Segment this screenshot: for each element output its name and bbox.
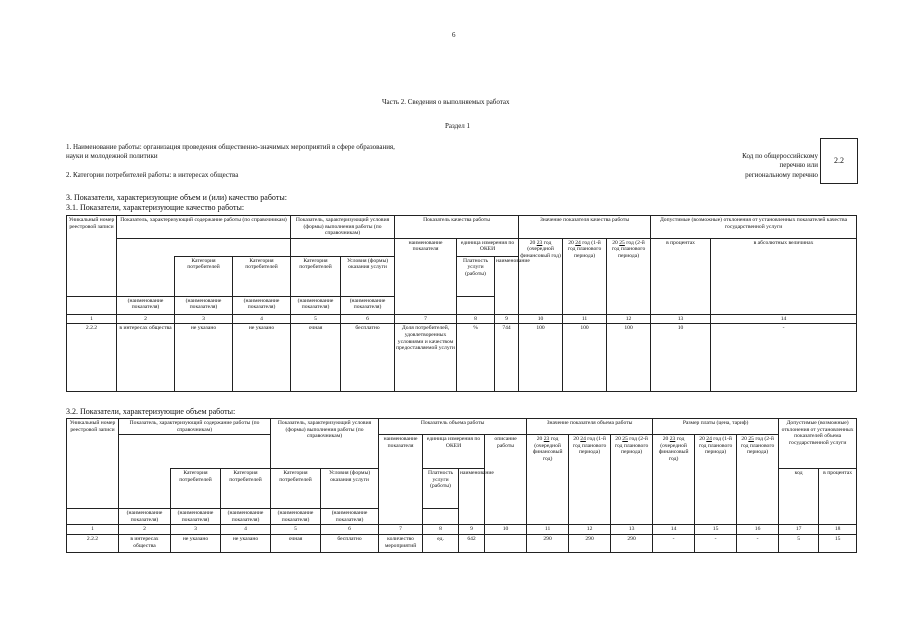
q-row-cat3: не указано — [233, 324, 291, 392]
q-num: 8 — [457, 314, 495, 324]
v-h-indname-4: (наименование показателя) — [271, 509, 321, 525]
v-h-indname-1: (наименование показателя) — [119, 509, 171, 525]
v-num: 1 — [67, 525, 119, 535]
v-num: 16 — [737, 525, 779, 535]
q-h-indname-3: (наименование показателя) — [233, 296, 291, 314]
q-row-v1: 100 — [519, 324, 563, 392]
volume-heading: 3.2. Показатели, характеризующие объем работы: — [66, 407, 236, 416]
work-name-line2: науки и молодежной политики — [66, 152, 158, 160]
v-row-cat1: в интересах общества — [119, 534, 171, 552]
q-h-year1: 20 23 год (очередной финансовый год) — [519, 238, 563, 314]
v-h-cat1: Категория потребителей — [171, 469, 221, 509]
q-row-cat2: не указано — [175, 324, 233, 392]
page-number: 6 — [452, 31, 456, 39]
q-num: 6 — [341, 314, 395, 324]
code-box — [820, 138, 858, 184]
q-row-form: очная — [291, 324, 341, 392]
v-num: 15 — [695, 525, 737, 535]
v-row-v2: 290 — [569, 534, 611, 552]
v-h-unit: единица измерения по ОКЕИ — [423, 435, 485, 469]
q-h-pct: в процентах — [651, 238, 711, 314]
q-num: 7 — [395, 314, 457, 324]
v-row-f1: - — [653, 534, 695, 552]
v-num: 17 — [779, 525, 819, 535]
quality-heading: 3.1. Показатели, характеризующие качество работы: — [66, 203, 245, 212]
q-h-year3: 20 25 год (2-й год планового периода) — [607, 238, 651, 314]
quality-table — [66, 215, 857, 392]
q-num: 4 — [233, 314, 291, 324]
v-num: 13 — [611, 525, 653, 535]
q-h-cat1: Категория потребителей — [175, 256, 233, 296]
code-label-1: Код по общероссийскому — [742, 152, 818, 160]
v-h-pay: Платность услуги (работы) — [423, 469, 459, 509]
q-row-name: Доля потребителей, удовлетворенных условиями и качеством предоставляемой услуги — [395, 324, 457, 392]
v-row-cat2: не указано — [171, 534, 221, 552]
v-row-pct: 5 — [779, 534, 819, 552]
v-h-indname-5: (наименование показателя) — [321, 509, 379, 525]
q-row-pay: бесплатно — [341, 324, 395, 392]
v-num: 4 — [221, 525, 271, 535]
q-row-code: 744 — [495, 324, 519, 392]
q-num: 12 — [607, 314, 651, 324]
v-h-deviation: Допустимые (возможные) отклонения от установленных показателей объема государственной услуги — [779, 419, 857, 469]
q-h-pay: Платность услуги (работы) — [457, 256, 495, 296]
v-row-cat3: не указано — [221, 534, 271, 552]
q-row-cat1: в интересах общества — [117, 324, 175, 392]
volume-table — [66, 418, 857, 553]
v-h-year3: 20 25 год (2-й год планового периода) — [611, 435, 653, 525]
v-h-volume: Показатель объема работы — [379, 419, 527, 435]
q-h-indname-4: (наименование показателя) — [291, 296, 341, 314]
v-h-year1: 20 23 год (очередной финансовый год) — [527, 435, 569, 525]
code-label-3: региональному перечню — [745, 171, 818, 179]
v-h-cat3: Категория потребителей — [271, 469, 321, 509]
v-row-pay: бесплатно — [321, 534, 379, 552]
q-h-unit-name: наименование — [495, 256, 519, 314]
q-num: 9 — [495, 314, 519, 324]
q-num: 5 — [291, 314, 341, 324]
v-h-cat2: Категория потребителей — [221, 469, 271, 509]
v-h-pct: в процентах — [819, 469, 857, 525]
part-title: Часть 2. Сведения о выполняемых работах — [382, 98, 510, 106]
v-h-unit-code: код — [779, 469, 819, 525]
v-h-conditions: Показатель, характеризующий условия (формы) выполнения работы (по справочникам) — [271, 419, 379, 469]
v-h-desc: описание работы — [485, 435, 527, 525]
consumer-category: 2. Категории потребителей работы: в интересах общества — [66, 171, 239, 179]
v-num: 3 — [171, 525, 221, 535]
code-value: 2.2 — [834, 156, 844, 166]
v-h-content: Показатель, характеризующий содержание работы (по справочникам) — [119, 419, 271, 435]
v-row-abs: 15 — [819, 534, 857, 552]
v-num: 14 — [653, 525, 695, 535]
q-num: 13 — [651, 314, 711, 324]
v-num: 8 — [423, 525, 459, 535]
v-row-f2: - — [695, 534, 737, 552]
q-h-indname-2: (наименование показателя) — [175, 296, 233, 314]
q-h-conditions: Показатель, характеризующий условия (формы) выполнения работы (по справочникам) — [291, 216, 395, 239]
q-h-year2: 20 24 год (1-й год планового периода) — [563, 238, 607, 314]
q-h-unique: Уникальный номер реестровой записи — [67, 216, 117, 297]
q-row-v3: 100 — [607, 324, 651, 392]
q-h-cat3: Категория потребителей — [291, 256, 341, 296]
v-h-fee-year2: 20 24 год (1-й год планового периода) — [695, 435, 737, 525]
v-row-name: количество мероприятий — [379, 534, 423, 552]
indicators-heading: 3. Показатели, характеризующие объем и (или) качество работы: — [66, 193, 287, 202]
q-row-unit: % — [457, 324, 495, 392]
v-h-year2: 20 24 год (1-й год планового периода) — [569, 435, 611, 525]
v-num: 11 — [527, 525, 569, 535]
q-num: 1 — [67, 314, 117, 324]
q-num: 10 — [519, 314, 563, 324]
v-row-unit: ед. — [423, 534, 459, 552]
v-row-desc — [485, 534, 527, 552]
q-row-v2: 100 — [563, 324, 607, 392]
v-row-v3: 290 — [611, 534, 653, 552]
q-num: 2 — [117, 314, 175, 324]
q-h-abs: в абсолютных величинах — [711, 238, 857, 314]
v-row-form: очная — [271, 534, 321, 552]
v-data-row — [67, 534, 857, 552]
q-num: 3 — [175, 314, 233, 324]
v-h-unit-name: наименование — [459, 469, 485, 525]
q-num: 14 — [711, 314, 857, 324]
q-num: 11 — [563, 314, 607, 324]
v-num: 18 — [819, 525, 857, 535]
v-num: 9 — [459, 525, 485, 535]
q-h-name: наименование показателя — [395, 238, 457, 314]
v-h-unique: Уникальный номер реестровой записи — [67, 419, 119, 509]
v-num: 5 — [271, 525, 321, 535]
v-h-fee-year1: 20 23 год (очередной финансовый год) — [653, 435, 695, 525]
q-h-deviation: Допустимые (возможные) отклонения от установленных показателей качества государственной услуги — [651, 216, 857, 239]
v-h-indname-2: (наименование показателя) — [171, 509, 221, 525]
v-num: 7 — [379, 525, 423, 535]
section-title: Раздел 1 — [445, 122, 471, 130]
q-row-abs: - — [711, 324, 857, 392]
v-row-id: 2.2.2 — [67, 534, 119, 552]
q-h-values: Значение показателя качества работы — [519, 216, 651, 239]
q-h-content: Показатель, характеризующий содержание работы (по справочникам) — [117, 216, 291, 239]
q-row-pct: 10 — [651, 324, 711, 392]
q-h-cat2: Категория потребителей — [233, 256, 291, 296]
work-name-line1: 1. Наименование работы: организация проведения общественно-значимых мероприятий в сфере образования, — [66, 143, 395, 151]
v-h-fee-year3: 20 25 год (2-й год планового периода) — [737, 435, 779, 525]
q-h-form: Условия (формы) оказания услуги — [341, 256, 395, 296]
q-h-indname-1: (наименование показателя) — [117, 296, 175, 314]
v-row-f3: - — [737, 534, 779, 552]
v-num: 2 — [119, 525, 171, 535]
q-h-indname-5: (наименование показателя) — [341, 296, 395, 314]
v-h-fee: Размер платы (цена, тариф) — [653, 419, 779, 435]
v-h-values: Значение показателя объема работы — [527, 419, 653, 435]
q-row-id: 2.2.2 — [67, 324, 117, 392]
q-h-unit: единица измерения по ОКЕИ — [457, 238, 519, 256]
q-data-row — [67, 324, 857, 392]
v-row-code: 642 — [459, 534, 485, 552]
v-h-form: Условия (формы) оказания услуги — [321, 469, 379, 509]
v-h-name: наименование показателя — [379, 435, 423, 525]
v-num: 6 — [321, 525, 379, 535]
v-h-indname-3: (наименование показателя) — [221, 509, 271, 525]
code-label-2: перечню или — [779, 161, 818, 169]
v-row-v1: 290 — [527, 534, 569, 552]
v-num: 10 — [485, 525, 527, 535]
q-h-quality: Показатель качества работы — [395, 216, 519, 239]
v-num: 12 — [569, 525, 611, 535]
